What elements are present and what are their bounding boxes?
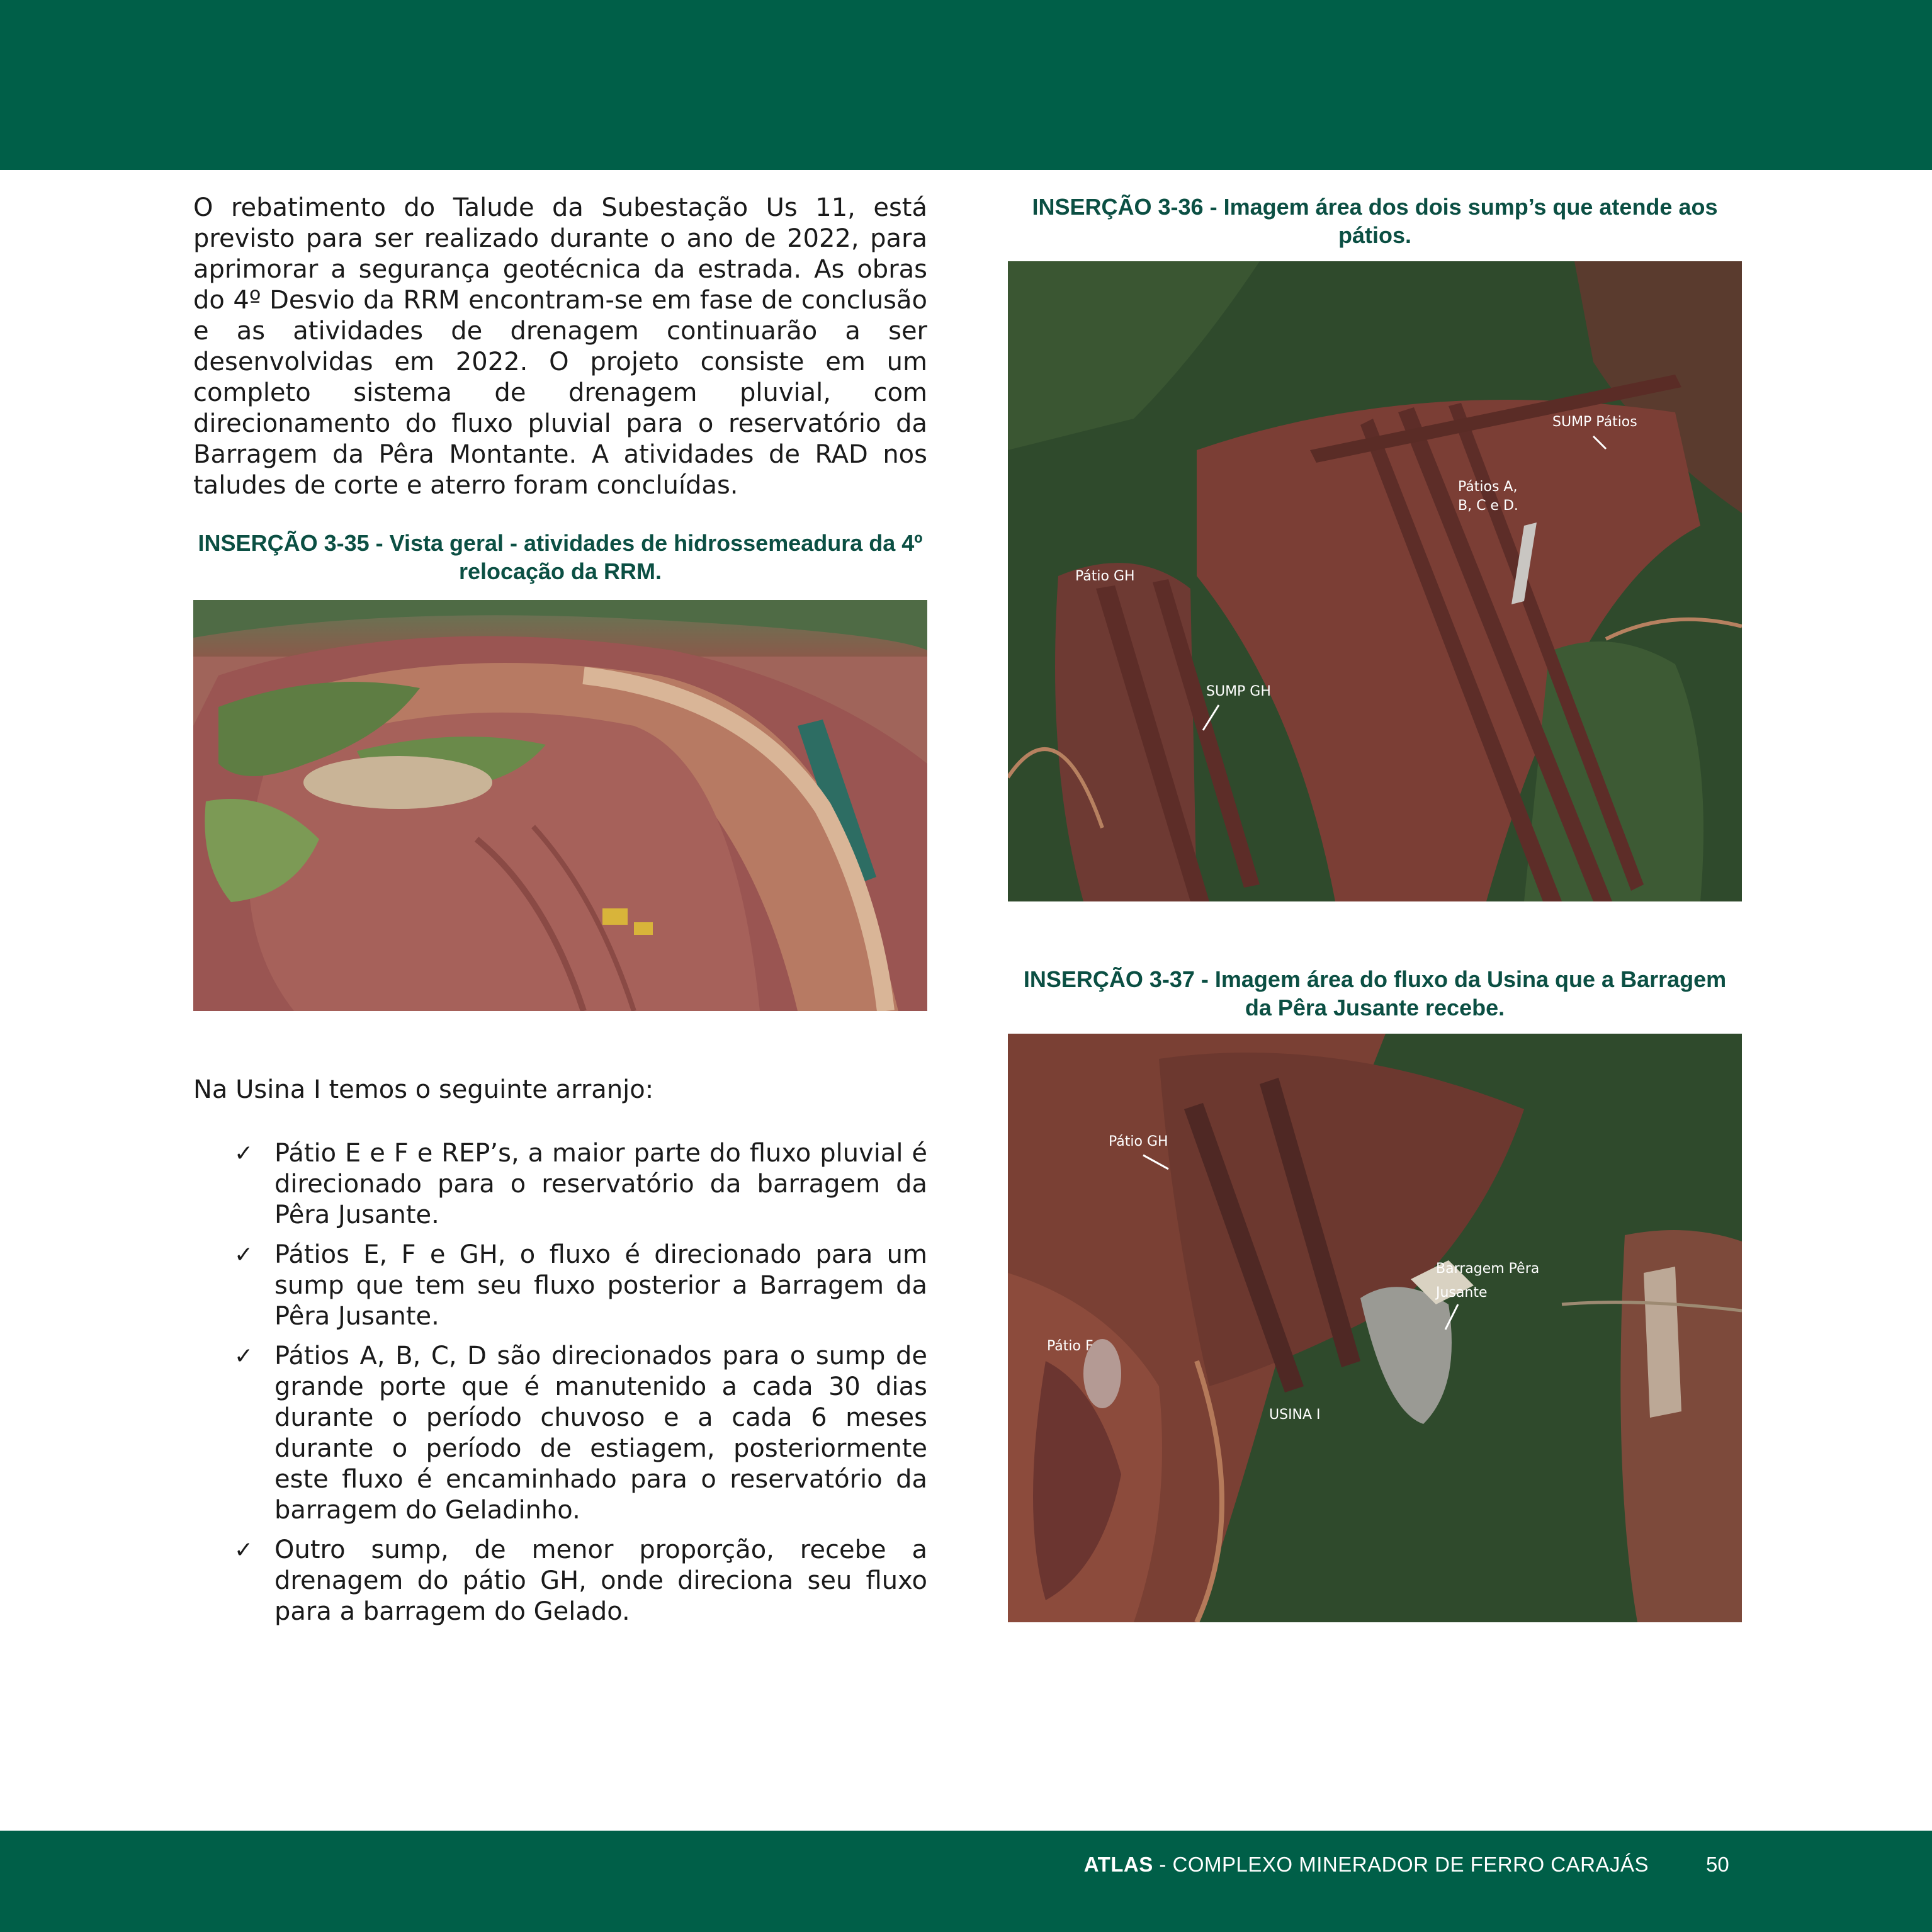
label-patios-abcd-line1: Pátios A, (1458, 479, 1518, 495)
list-item (234, 1138, 927, 1231)
figure-36-caption: INSERÇÃO 3-36 - Imagem área dos dois sump’s que atende aos pátios. (1032, 194, 1718, 248)
footer-atlas: ATLAS (1083, 1853, 1153, 1876)
bullet-text: Pátios E, F e GH, o fluxo é direcionado para um sump que tem seu fluxo posterior a Barragem da Pêra Jusante. (274, 1240, 927, 1331)
bullet-text: Outro sump, de menor proporção, recebe a drenagem do pátio GH, onde direciona seu fluxo para a barragem do Gelado. (274, 1535, 927, 1626)
figure-37-caption: INSERÇÃO 3-37 - Imagem área do fluxo da Usina que a Barragem da Pêra Jusante recebe. (1023, 966, 1727, 1020)
figure-37-satellite-image (1008, 1034, 1742, 1622)
figure-35-photo (193, 600, 927, 1011)
bullet-text: Pátio E e F e REP’s, a maior parte do fluxo pluvial é direcionado para o reservatório da barragem da Pêra Jusante. (274, 1139, 927, 1229)
list-item (234, 1341, 927, 1526)
usina-bullet-list (234, 1138, 927, 1636)
usina-intro: Na Usina I temos o seguinte arranjo: (193, 1075, 654, 1104)
label-patio-gh: Pátio GH (1075, 568, 1135, 584)
figure-36-satellite-image (1008, 261, 1742, 901)
label-patio-gh: Pátio GH (1109, 1134, 1168, 1150)
bullet-text: Pátios A, B, C, D são direcionados para o sump de grande porte que é manutenido a cada 30 dias durante o período chuvoso e a cada 6 meses durante o período de estiagem, posteriormente este fluxo é encaminhado para o reservatório da barragem do Geladinho. (274, 1342, 927, 1525)
checkmark-icon: ✓ (234, 1242, 254, 1268)
footer-subtitle: - COMPLEXO MINERADOR DE FERRO CARAJÁS (1153, 1853, 1649, 1876)
label-patio-f: Pátio F (1047, 1338, 1093, 1354)
label-barragem-line1: Barragem Pêra (1436, 1261, 1540, 1277)
checkmark-icon: ✓ (234, 1343, 254, 1369)
header-band (0, 0, 1932, 170)
page-number: 50 (1706, 1853, 1729, 1876)
list-item (234, 1535, 927, 1627)
footer-band (0, 1831, 1932, 1932)
figure-35-caption: INSERÇÃO 3-35 - Vista geral - atividades de hidrossemeadura da 4º relocação da RRM. (198, 530, 923, 584)
label-patios-abcd-line2: B, C e D. (1458, 498, 1518, 514)
intro-paragraph: O rebatimento do Talude da Subestação Us 11, está previsto para ser realizado durante o ano de 2022, para aprimorar a segurança geotécnica da estrada. As obras do 4º Desvio da RRM encontram-se em fase de conclusão e as atividades de drenagem continuarão a ser desenvolvidas em 2022. O projeto consiste em um completo sistema de drenagem pluvial, com direcionamento do fluxo pluvial para o reservatório da Barragem da Pêra Montante. A atividades de RAD nos taludes de corte e aterro foram concluídas. (193, 193, 927, 500)
checkmark-icon: ✓ (234, 1141, 254, 1167)
label-sump-gh: SUMP GH (1206, 684, 1271, 699)
label-usina: USINA I (1269, 1407, 1321, 1423)
checkmark-icon: ✓ (234, 1537, 254, 1563)
label-sump-patios: SUMP Pátios (1552, 414, 1637, 430)
footer-title (1084, 1853, 1649, 1877)
label-barragem-line2: Jusante (1436, 1285, 1488, 1301)
list-item (234, 1240, 927, 1332)
